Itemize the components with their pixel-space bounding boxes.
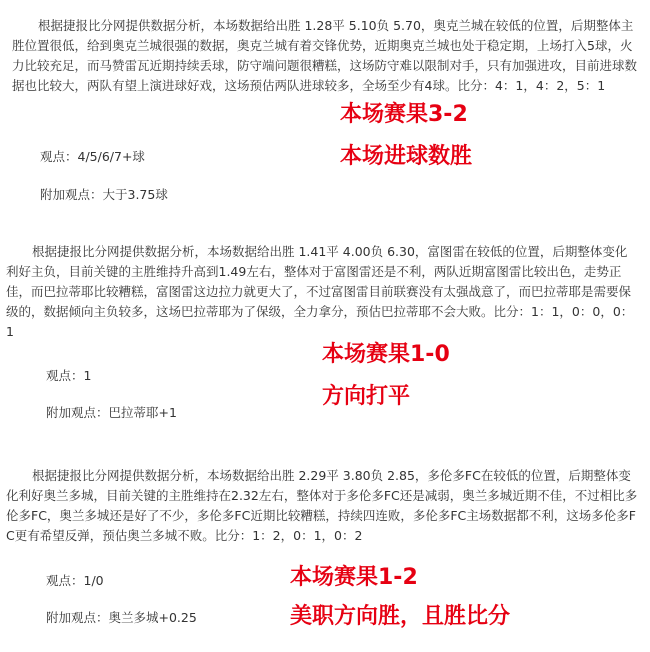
extra-view-2: 附加观点：巴拉蒂耶+1 bbox=[46, 405, 177, 420]
extra-view-1: 附加观点：大于3.75球 bbox=[40, 187, 168, 202]
extra-view-3: 附加观点：奥兰多城+0.25 bbox=[46, 610, 197, 625]
match-result-3: 本场赛果1-2 bbox=[290, 565, 418, 590]
view-1: 观点：4/5/6/7+球 bbox=[40, 149, 145, 164]
analysis-paragraph-3: 根据捷报比分网提供数据分析，本场数据给出胜 2.29平 3.80负 2.85，多伦多FC在较低的位置，后期整体变化利好奥兰多城，目前关键的主胜维持在2.32左右，整体对于多伦多FC还是减弱，奥兰多城近期不佳，不过相比多伦多FC，奥兰多城还是好了不少，多伦多FC近期比较糟糕，持续四连败，多伦多FC主场数据都不利，这场多伦多FC更有希望反弹，预估奥兰多城不败。比分：1：2，0：1，0：2 bbox=[6, 468, 638, 543]
match-result-1: 本场赛果3-2 bbox=[340, 102, 468, 127]
view-2: 观点：1 bbox=[46, 368, 92, 383]
analysis-paragraph-1: 根据捷报比分网提供数据分析，本场数据给出胜 1.28平 5.10负 5.70，奥克兰城在较低的位置，后期整体主胜位置很低，给到奥克兰城很强的数据，奥克兰城有着交锋优势，近期奥克兰城也处于稳定期，上场打入5球，火力比较充足，而马赞雷瓦近期持续丢球，防守端问题很糟糕，这场防守难以限制对手，只有加强进攻，目前进球数据也比较大，两队有望上演进球好戏，这场预估两队进球较多，全场至少有4球。比分：4：1，4：2，5：1 bbox=[12, 18, 638, 93]
verdict-3: 美职方向胜，且胜比分 bbox=[290, 604, 511, 629]
view-3: 观点：1/0 bbox=[46, 573, 104, 588]
analysis-paragraph-2: 根据捷报比分网提供数据分析，本场数据给出胜 1.41平 4.00负 6.30，富图雷在较低的位置，后期整体变化利好主负，目前关键的主胜维持升高到1.49左右，整体对于富图雷还是不利，两队近期富图雷比较出色，走势正佳，而巴拉蒂耶比较糟糕，富图雷这边拉力就更大了，不过富图雷目前联赛没有太强战意了，而巴拉蒂耶是需要保级的，数据倾向主负较多，这场巴拉蒂耶为了保级，全力拿分，预估巴拉蒂耶不会大败。比分：1：1，0：0，0：1 bbox=[6, 244, 634, 339]
verdict-1: 本场进球数胜 bbox=[340, 144, 473, 169]
match-result-2: 本场赛果1-0 bbox=[322, 342, 450, 367]
verdict-2: 方向打平 bbox=[322, 384, 411, 409]
